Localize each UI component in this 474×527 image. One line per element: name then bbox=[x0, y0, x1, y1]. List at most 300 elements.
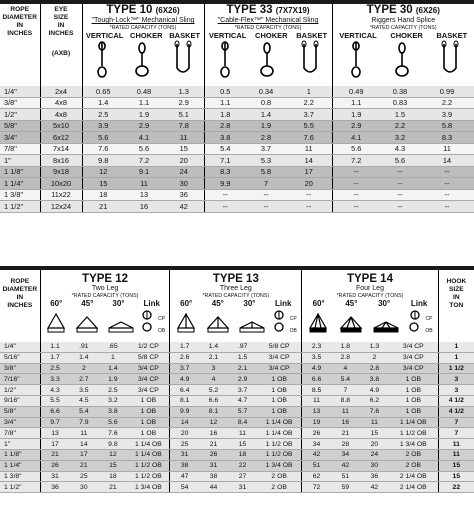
header-line: TON bbox=[449, 302, 464, 309]
capacity-cell: 5.8 bbox=[246, 166, 286, 178]
vertical-col-header: VERTICAL bbox=[208, 31, 247, 40]
rope-diameter-cell: 1" bbox=[0, 155, 40, 167]
vertical-hitch-icon bbox=[92, 40, 112, 78]
capacity-cell: 11 bbox=[164, 132, 204, 144]
capacity-cell: 1.1 bbox=[204, 97, 246, 109]
header-line: HOOK bbox=[446, 278, 467, 285]
link-size-cell: 2 OB bbox=[257, 471, 302, 482]
capacity-cell: -- bbox=[380, 178, 420, 190]
capacity-cell: 4.9 bbox=[360, 385, 389, 396]
link-size-cell: 1 3/4 OB bbox=[389, 439, 438, 450]
header-line: ROPE bbox=[10, 278, 30, 285]
angle-45-label: 45° bbox=[345, 299, 358, 308]
hook-size-cell: 3 bbox=[438, 385, 474, 396]
capacity-cell: 7.2 bbox=[332, 155, 380, 167]
capacity-cell: 13 bbox=[40, 428, 69, 439]
hook-size-cell: 11 bbox=[438, 449, 474, 460]
capacity-cell: 19 bbox=[302, 417, 331, 428]
rated-capacity-note: *RATED CAPACITY (TONS) bbox=[336, 293, 404, 299]
capacity-cell: 14 bbox=[69, 439, 98, 450]
table-row bbox=[0, 395, 474, 406]
rope-diameter-cell: 3/4" bbox=[0, 132, 40, 144]
header-line: SIZE bbox=[449, 286, 464, 293]
link-size-cell: 3/4 CP bbox=[127, 363, 169, 374]
hook-size-cell: 1 bbox=[438, 352, 474, 363]
table-row bbox=[0, 143, 474, 155]
link-size-cell: 5/8 CP bbox=[127, 352, 169, 363]
type-title: TYPE 12 bbox=[82, 273, 129, 285]
link-size-cell: 1 1/4 OB bbox=[127, 439, 169, 450]
type-subtitle: "Tough-Lock™" Mechanical Sling bbox=[91, 17, 195, 24]
eye-size-cell: 11x22 bbox=[40, 189, 82, 201]
capacity-cell: 20 bbox=[360, 439, 389, 450]
hook-size-cell: 4 1/2 bbox=[438, 406, 474, 417]
capacity-cell: 16 bbox=[331, 417, 360, 428]
capacity-cell: 3.7 bbox=[228, 385, 257, 396]
capacity-cell: 1.8 bbox=[331, 342, 360, 352]
capacity-cell: 3.7 bbox=[170, 363, 199, 374]
capacity-cell: 0.99 bbox=[420, 86, 474, 97]
capacity-cell: 1.9 bbox=[332, 109, 380, 121]
link-size-cell: 1 1/4 OB bbox=[257, 417, 302, 428]
capacity-cell: 16 bbox=[124, 201, 164, 213]
capacity-cell: 26 bbox=[199, 449, 228, 460]
capacity-cell: 3.5 bbox=[302, 352, 331, 363]
capacity-cell: 2 bbox=[360, 352, 389, 363]
table-row bbox=[0, 460, 474, 471]
capacity-cell: 25 bbox=[170, 439, 199, 450]
link-size-cell: 3/4 CP bbox=[389, 363, 438, 374]
angle-60-label: 60° bbox=[50, 299, 63, 308]
ob-label: OB bbox=[157, 328, 166, 334]
type-spec: (6X26) bbox=[415, 6, 440, 15]
capacity-cell: 2.9 bbox=[124, 120, 164, 132]
capacity-cell: 4.5 bbox=[69, 395, 98, 406]
header-line: IN bbox=[16, 294, 24, 301]
capacity-cell: 8.3 bbox=[204, 166, 246, 178]
link-size-cell: 1 1/2 OB bbox=[257, 439, 302, 450]
table-row bbox=[0, 374, 474, 385]
angle-30-label: 30° bbox=[112, 299, 125, 308]
rated-capacity-note: *RATED CAPACITY (TONS) bbox=[202, 293, 270, 299]
capacity-cell: 2.1 bbox=[199, 352, 228, 363]
capacity-cell: 11 bbox=[302, 395, 331, 406]
link-label: Link bbox=[143, 299, 160, 308]
link-size-cell: 3/4 CP bbox=[127, 374, 169, 385]
sling-angle-45-icon bbox=[339, 312, 363, 334]
capacity-cell: -- bbox=[286, 189, 332, 201]
capacity-cell: 20 bbox=[170, 428, 199, 439]
hook-size-cell: 11 bbox=[438, 439, 474, 450]
table-row bbox=[0, 417, 474, 428]
rope-diameter-cell: 1 3/8" bbox=[0, 471, 40, 482]
rated-capacity-note: *RATED CAPACITY (TONS) bbox=[109, 25, 177, 31]
capacity-cell: 2.2 bbox=[380, 120, 420, 132]
link-size-cell: 2 1/4 OB bbox=[389, 482, 438, 493]
table-row bbox=[0, 178, 474, 190]
rope-diameter-cell: 1 1/4" bbox=[0, 178, 40, 190]
capacity-cell: -- bbox=[420, 166, 474, 178]
capacity-cell: 5.8 bbox=[420, 120, 474, 132]
capacity-cell: 14 bbox=[420, 155, 474, 167]
capacity-cell: .65 bbox=[98, 342, 127, 352]
rope-diameter-cell: 3/4" bbox=[0, 417, 40, 428]
capacity-cell: -- bbox=[420, 189, 474, 201]
basket-col-header: BASKET bbox=[436, 31, 468, 40]
capacity-cell: 21 bbox=[199, 439, 228, 450]
header-line: DIAMETER bbox=[2, 14, 37, 21]
capacity-cell: 15 bbox=[164, 143, 204, 155]
capacity-cell: -- bbox=[204, 201, 246, 213]
capacity-cell: 16 bbox=[199, 428, 228, 439]
link-size-cell: 1 OB bbox=[389, 406, 438, 417]
link-size-cell: 2 OB bbox=[257, 482, 302, 493]
capacity-cell: 2.8 bbox=[204, 120, 246, 132]
capacity-cell: 0.34 bbox=[246, 86, 286, 97]
capacity-cell: -- bbox=[380, 201, 420, 213]
header-line: IN bbox=[16, 22, 24, 29]
capacity-cell: 8.1 bbox=[170, 395, 199, 406]
vertical-hitch-icon bbox=[215, 40, 235, 78]
capacity-cell: 3.9 bbox=[82, 120, 124, 132]
basket-col-header: BASKET bbox=[169, 31, 201, 40]
eye-size-cell: 9x18 bbox=[40, 166, 82, 178]
capacity-cell: 1.1 bbox=[332, 97, 380, 109]
type-title: TYPE 10 bbox=[106, 4, 153, 16]
table-row bbox=[0, 385, 474, 396]
capacity-cell: 22 bbox=[228, 460, 257, 471]
capacity-cell: -- bbox=[246, 189, 286, 201]
link-size-cell: 1 OB bbox=[389, 374, 438, 385]
capacity-cell: 4.9 bbox=[170, 374, 199, 385]
capacity-cell: -- bbox=[332, 201, 380, 213]
capacity-cell: 5.6 bbox=[82, 132, 124, 144]
capacity-cell: 51 bbox=[331, 471, 360, 482]
link-types-icon bbox=[409, 310, 432, 334]
capacity-cell: 7.8 bbox=[164, 120, 204, 132]
capacity-cell: 14 bbox=[170, 417, 199, 428]
capacity-cell: 2.9 bbox=[332, 120, 380, 132]
hook-size-cell: 15 bbox=[438, 460, 474, 471]
table-row bbox=[0, 471, 474, 482]
rope-diameter-cell: 1" bbox=[0, 439, 40, 450]
capacity-cell: 7.6 bbox=[286, 132, 332, 144]
capacity-cell: 8.5 bbox=[302, 385, 331, 396]
type-13-header bbox=[170, 270, 302, 342]
capacity-cell: 3.2 bbox=[98, 395, 127, 406]
angle-45-label: 45° bbox=[211, 299, 224, 308]
header-line: DIAMETER bbox=[2, 286, 38, 293]
link-size-cell: 1 OB bbox=[257, 374, 302, 385]
capacity-cell: 6.4 bbox=[170, 385, 199, 396]
type-subtitle: Riggers Hand Splice bbox=[371, 17, 436, 24]
capacity-cell: 20 bbox=[286, 178, 332, 190]
capacity-cell: 3.7 bbox=[246, 143, 286, 155]
capacity-cell: 1.1 bbox=[124, 97, 164, 109]
capacity-cell: 1.9 bbox=[124, 109, 164, 121]
link-size-cell: 1 1/2 OB bbox=[257, 449, 302, 460]
rope-diameter-cell: 9/16" bbox=[0, 395, 40, 406]
capacity-cell: 2.7 bbox=[69, 374, 98, 385]
link-size-cell: 1 OB bbox=[127, 395, 169, 406]
link-size-cell: 1 OB bbox=[257, 395, 302, 406]
capacity-cell: 11 bbox=[331, 406, 360, 417]
capacity-cell: 4.9 bbox=[302, 363, 331, 374]
table-row bbox=[0, 406, 474, 417]
capacity-cell: 2.6 bbox=[170, 352, 199, 363]
capacity-cell: 18 bbox=[98, 471, 127, 482]
capacity-cell: 1.9 bbox=[98, 374, 127, 385]
type-spec: (6X26) bbox=[155, 6, 180, 15]
hook-size-cell: 22 bbox=[438, 482, 474, 493]
rated-capacity-note: *RATED CAPACITY (TONS) bbox=[234, 25, 302, 31]
rope-diameter-cell: 1 1/4" bbox=[0, 460, 40, 471]
hook-size-cell: 7 bbox=[438, 428, 474, 439]
link-types-icon bbox=[274, 310, 297, 334]
capacity-cell: 1.3 bbox=[164, 86, 204, 97]
capacity-cell: 7.6 bbox=[82, 143, 124, 155]
capacity-cell: 3.2 bbox=[380, 132, 420, 144]
capacity-cell: 31 bbox=[170, 449, 199, 460]
link-size-cell: 1 1/2 OB bbox=[127, 471, 169, 482]
capacity-cell: 34 bbox=[331, 449, 360, 460]
capacity-cell: -- bbox=[332, 166, 380, 178]
eye-size-cell: 4x8 bbox=[40, 97, 82, 109]
vertical-col-header: VERTICAL bbox=[85, 31, 124, 40]
capacity-cell: -- bbox=[286, 201, 332, 213]
header-line: IN bbox=[453, 294, 460, 301]
capacity-cell: 2.1 bbox=[228, 363, 257, 374]
capacity-cell: 72 bbox=[302, 482, 331, 493]
hook-size-cell: 7 bbox=[438, 417, 474, 428]
capacity-cell: 3.9 bbox=[420, 109, 474, 121]
type-subtitle: "Cable-Flex™" Mechanical Sling bbox=[217, 17, 319, 24]
eye-size-cell: 10x20 bbox=[40, 178, 82, 190]
capacity-cell: -- bbox=[380, 166, 420, 178]
capacity-cell: 12 bbox=[82, 166, 124, 178]
capacity-cell: 8.4 bbox=[228, 417, 257, 428]
capacity-cell: 3.7 bbox=[286, 109, 332, 121]
capacity-cell: 6.6 bbox=[302, 374, 331, 385]
type-10-header bbox=[82, 4, 204, 86]
angle-45-label: 45° bbox=[81, 299, 94, 308]
link-size-cell: 1/2 CP bbox=[127, 342, 169, 352]
link-size-cell: 5/8 CP bbox=[257, 342, 302, 352]
rope-diameter-header bbox=[0, 4, 40, 86]
choker-col-header: CHOKER bbox=[255, 31, 288, 40]
capacity-cell: 26 bbox=[40, 460, 69, 471]
table-row bbox=[0, 132, 474, 144]
table-row bbox=[0, 482, 474, 493]
link-size-cell: 1 1/4 OB bbox=[389, 417, 438, 428]
capacity-cell: 5.7 bbox=[228, 406, 257, 417]
capacity-cell: 4.3 bbox=[40, 385, 69, 396]
angle-30-label: 30° bbox=[378, 299, 391, 308]
single-leg-sling-capacity-table bbox=[0, 0, 474, 213]
type-12-header bbox=[40, 270, 170, 342]
eye-size-cell: 7x14 bbox=[40, 143, 82, 155]
cp-label: CP bbox=[289, 316, 297, 322]
capacity-cell: 2.2 bbox=[420, 97, 474, 109]
capacity-cell: 7.6 bbox=[360, 406, 389, 417]
type-title: TYPE 33 bbox=[226, 4, 273, 16]
capacity-cell: 2.3 bbox=[302, 342, 331, 352]
capacity-cell: 8.3 bbox=[420, 132, 474, 144]
capacity-cell: 6.2 bbox=[360, 395, 389, 406]
capacity-cell: 47 bbox=[170, 471, 199, 482]
table-row bbox=[0, 201, 474, 213]
capacity-cell: 15 bbox=[98, 460, 127, 471]
capacity-cell: 3.8 bbox=[360, 374, 389, 385]
link-size-cell: 1 OB bbox=[127, 428, 169, 439]
capacity-cell: 0.5 bbox=[204, 86, 246, 97]
type-33-header bbox=[204, 4, 332, 86]
cp-label: CP bbox=[158, 316, 166, 322]
choker-hitch-icon bbox=[132, 40, 152, 78]
capacity-cell: 18 bbox=[228, 449, 257, 460]
table-row bbox=[0, 109, 474, 121]
capacity-cell: 38 bbox=[170, 460, 199, 471]
eye-size-cell: 12x24 bbox=[40, 201, 82, 213]
capacity-cell: 14 bbox=[286, 155, 332, 167]
capacity-cell: 12 bbox=[199, 417, 228, 428]
capacity-cell: 31 bbox=[40, 471, 69, 482]
capacity-cell: 0.83 bbox=[380, 97, 420, 109]
link-size-cell: 3/4 CP bbox=[127, 385, 169, 396]
capacity-cell: 25 bbox=[69, 471, 98, 482]
capacity-cell: 1.4 bbox=[246, 109, 286, 121]
type-subtitle: Three Leg bbox=[219, 285, 252, 292]
capacity-cell: 15 bbox=[82, 178, 124, 190]
sling-angle-30-icon bbox=[239, 312, 265, 334]
capacity-cell: 17 bbox=[40, 439, 69, 450]
capacity-cell: 27 bbox=[228, 471, 257, 482]
eye-size-cell: 5x10 bbox=[40, 120, 82, 132]
capacity-cell: 1.7 bbox=[170, 342, 199, 352]
type-14-header bbox=[302, 270, 438, 342]
capacity-cell: 42 bbox=[360, 482, 389, 493]
capacity-cell: 42 bbox=[302, 449, 331, 460]
capacity-cell: 5.6 bbox=[98, 417, 127, 428]
capacity-cell: 42 bbox=[331, 460, 360, 471]
rated-capacity-note: *RATED CAPACITY (TONS) bbox=[71, 293, 139, 299]
capacity-cell: 4.1 bbox=[124, 132, 164, 144]
hook-size-cell: 3 bbox=[438, 374, 474, 385]
capacity-cell: 0.49 bbox=[332, 86, 380, 97]
capacity-cell: 2.5 bbox=[82, 109, 124, 121]
capacity-cell: 1.5 bbox=[228, 352, 257, 363]
capacity-cell: 2.8 bbox=[246, 132, 286, 144]
capacity-cell: 7 bbox=[246, 178, 286, 190]
link-size-cell: 2 OB bbox=[389, 460, 438, 471]
angle-30-label: 30° bbox=[243, 299, 256, 308]
capacity-cell: 4.3 bbox=[380, 143, 420, 155]
bottom-table-body bbox=[0, 342, 474, 493]
capacity-cell: 1.4 bbox=[82, 97, 124, 109]
capacity-cell: 24 bbox=[164, 166, 204, 178]
basket-col-header: BASKET bbox=[296, 31, 328, 40]
basket-hitch-icon bbox=[439, 40, 461, 78]
capacity-cell: 5.3 bbox=[246, 155, 286, 167]
rope-diameter-cell: 5/8" bbox=[0, 120, 40, 132]
link-size-cell: 1 OB bbox=[389, 385, 438, 396]
capacity-cell: 8.8 bbox=[331, 395, 360, 406]
capacity-cell: 4 bbox=[331, 363, 360, 374]
rope-diameter-cell: 7/8" bbox=[0, 428, 40, 439]
capacity-cell: .91 bbox=[69, 342, 98, 352]
capacity-cell: 7.1 bbox=[204, 155, 246, 167]
capacity-cell: 4.1 bbox=[332, 132, 380, 144]
rope-diameter-cell: 7/8" bbox=[0, 143, 40, 155]
type-30-header bbox=[332, 4, 474, 86]
rope-diameter-cell: 3/8" bbox=[0, 363, 40, 374]
link-size-cell: 1 3/4 OB bbox=[257, 460, 302, 471]
capacity-cell: 17 bbox=[286, 166, 332, 178]
rated-capacity-note: *RATED CAPACITY (TONS) bbox=[369, 25, 437, 31]
capacity-cell: 9.9 bbox=[170, 406, 199, 417]
capacity-cell: 8.1 bbox=[199, 406, 228, 417]
capacity-cell: 4 bbox=[199, 374, 228, 385]
link-label: Link bbox=[275, 299, 292, 308]
type-subtitle: Two Leg bbox=[91, 285, 119, 292]
capacity-cell: 12 bbox=[98, 449, 127, 460]
ob-label: OB bbox=[289, 328, 297, 334]
capacity-cell: 1.1 bbox=[40, 342, 69, 352]
link-size-cell: 1 OB bbox=[257, 406, 302, 417]
capacity-cell: 9.8 bbox=[82, 155, 124, 167]
capacity-cell: -- bbox=[332, 178, 380, 190]
link-size-cell: 1 OB bbox=[257, 385, 302, 396]
table-row bbox=[0, 342, 474, 352]
capacity-cell: 5.5 bbox=[286, 120, 332, 132]
link-label: Link bbox=[410, 299, 428, 308]
capacity-cell: 1.5 bbox=[380, 109, 420, 121]
link-size-cell: 1 3/4 OB bbox=[127, 482, 169, 493]
capacity-cell: 6.6 bbox=[40, 406, 69, 417]
link-size-cell: 1 1/4 OB bbox=[257, 428, 302, 439]
capacity-cell: 6.6 bbox=[199, 395, 228, 406]
rope-diameter-cell: 3/8" bbox=[0, 97, 40, 109]
capacity-cell: 18 bbox=[82, 189, 124, 201]
type-title: TYPE 13 bbox=[212, 273, 259, 285]
header-line: INCHES bbox=[7, 30, 33, 37]
capacity-cell: 3.5 bbox=[69, 385, 98, 396]
capacity-cell: -- bbox=[204, 189, 246, 201]
header-line: INCHES bbox=[48, 30, 74, 37]
capacity-cell: 5.2 bbox=[199, 385, 228, 396]
rope-diameter-cell: 1/4" bbox=[0, 86, 40, 97]
eye-size-header bbox=[40, 4, 82, 86]
capacity-cell: 7.9 bbox=[69, 417, 98, 428]
capacity-cell: 36 bbox=[40, 482, 69, 493]
capacity-cell: 15 bbox=[228, 439, 257, 450]
rope-diameter-cell: 7/16" bbox=[0, 374, 40, 385]
capacity-cell: 1.4 bbox=[69, 352, 98, 363]
capacity-cell: .97 bbox=[228, 342, 257, 352]
capacity-cell: 11 bbox=[360, 417, 389, 428]
capacity-cell: 5.4 bbox=[204, 143, 246, 155]
rope-diameter-cell: 1/2" bbox=[0, 109, 40, 121]
link-size-cell: 1 OB bbox=[389, 395, 438, 406]
capacity-cell: 20 bbox=[164, 155, 204, 167]
link-size-cell: 1 OB bbox=[127, 406, 169, 417]
choker-hitch-icon bbox=[257, 40, 277, 78]
capacity-cell: 59 bbox=[331, 482, 360, 493]
table-row bbox=[0, 449, 474, 460]
capacity-cell: 0.65 bbox=[82, 86, 124, 97]
choker-hitch-icon bbox=[392, 40, 412, 78]
capacity-cell: 17 bbox=[69, 449, 98, 460]
